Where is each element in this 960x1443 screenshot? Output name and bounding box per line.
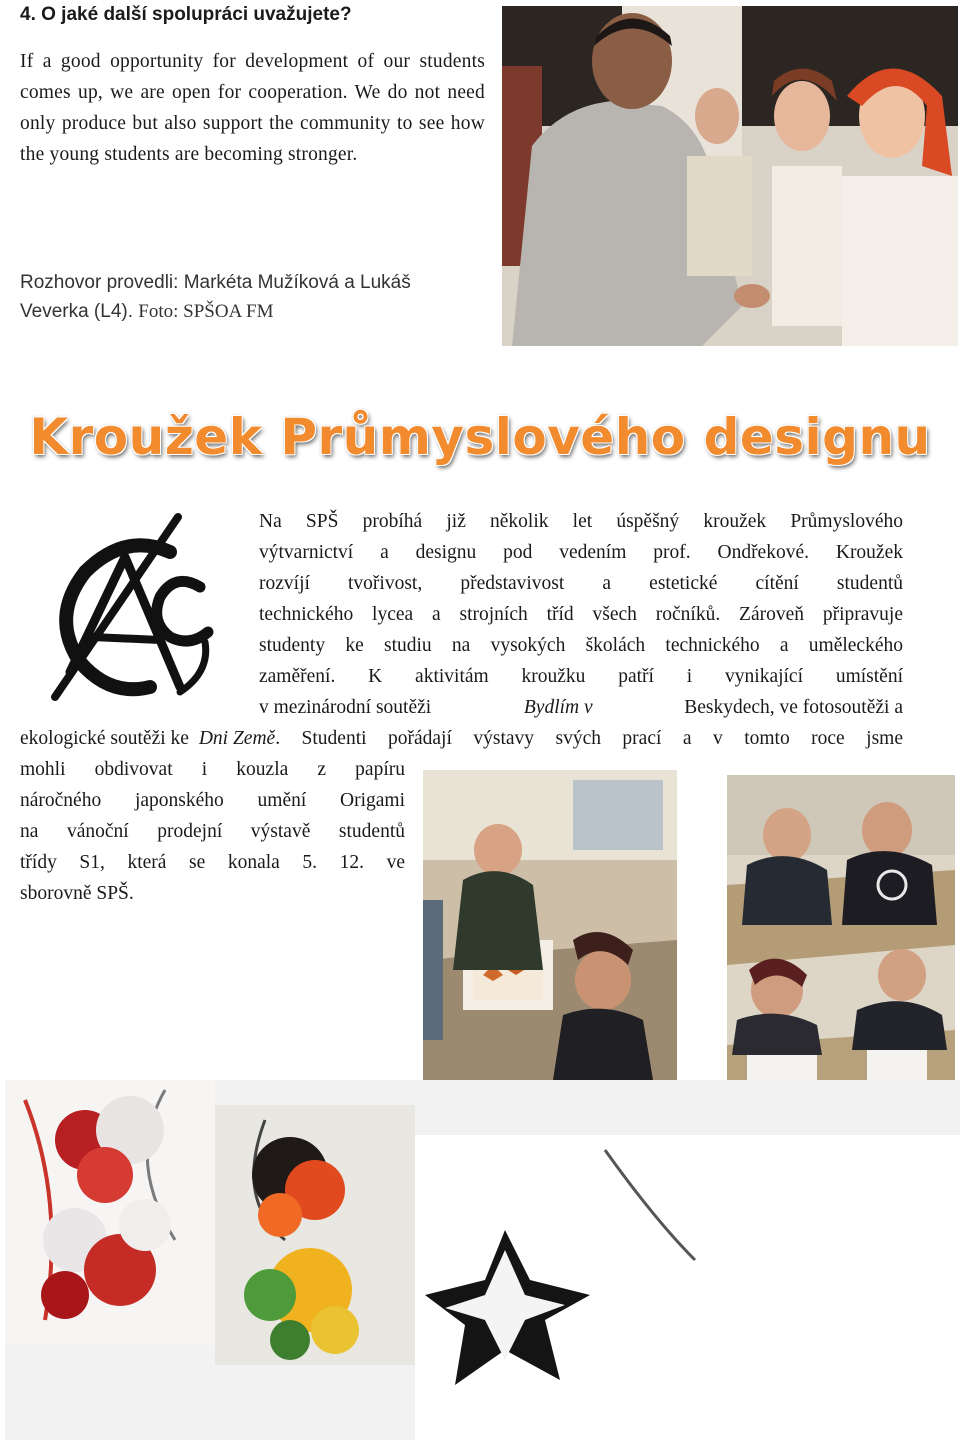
article-line (20, 723, 903, 754)
handshake-photo (502, 6, 958, 346)
article-line: studenty ke studiu na vysokých školách technického a uměleckého (259, 635, 903, 656)
article-line: výtvarnictví a designu pod vedením prof. Ondřekové. Kroužek (259, 542, 903, 563)
classroom-photo-right (727, 775, 955, 1115)
origami-photo (5, 1080, 960, 1440)
article-line: náročného japonského umění Origami (20, 790, 405, 811)
classroom-photo-left (423, 770, 677, 1080)
text-run: Beskydech, ve fotosoutěži a (679, 697, 903, 718)
club-logo-monogram-icon (30, 512, 220, 707)
text-run: v mezinárodní soutěži (259, 697, 432, 718)
article-line: sborovně SPŠ. (20, 883, 134, 904)
article-line (259, 692, 903, 723)
question-answer: If a good opportunity for development of our students comes up, we are open for cooperation. We do not need only produce but also support the community to see how the young students are becoming stronger. (20, 51, 485, 165)
article-line: Na SPŠ probíhá již několik let úspěšný kroužek Průmyslového (259, 511, 903, 532)
event-name: Dni Země (198, 728, 276, 749)
photo-source: Foto: SPŠOA FM (138, 301, 274, 322)
interview-credit: Rozhovor provedli: Markéta Mužíková a Lukáš Veverka (L4). (20, 272, 411, 322)
photo-credit (20, 268, 460, 326)
text-run: . Studenti pořádají výstavy svých prací a v tomto roce jsme (275, 728, 903, 749)
competition-name: Bydlím v (523, 697, 593, 718)
question-heading: 4. O jaké další spolupráci uvažujete? (20, 4, 352, 25)
article-line: mohli obdivovat i kouzla z papíru (20, 759, 405, 780)
article-line: technického lycea a strojních tříd všech ročníků. Zároveň připravuje (259, 604, 903, 625)
article-line: třídy S1, která se konala 5. 12. ve (20, 852, 405, 873)
article-line: na vánoční prodejní výstavě studentů (20, 821, 405, 842)
article-line: rozvíjí tvořivost, představivost a estetické cítění studentů (259, 573, 903, 594)
article-line: zaměření. K aktivitám kroužku patří i vynikající umístění (259, 666, 903, 687)
text-run: ekologické soutěži ke (20, 728, 194, 749)
section-title: Kroužek Průmyslového designu (29, 408, 931, 466)
